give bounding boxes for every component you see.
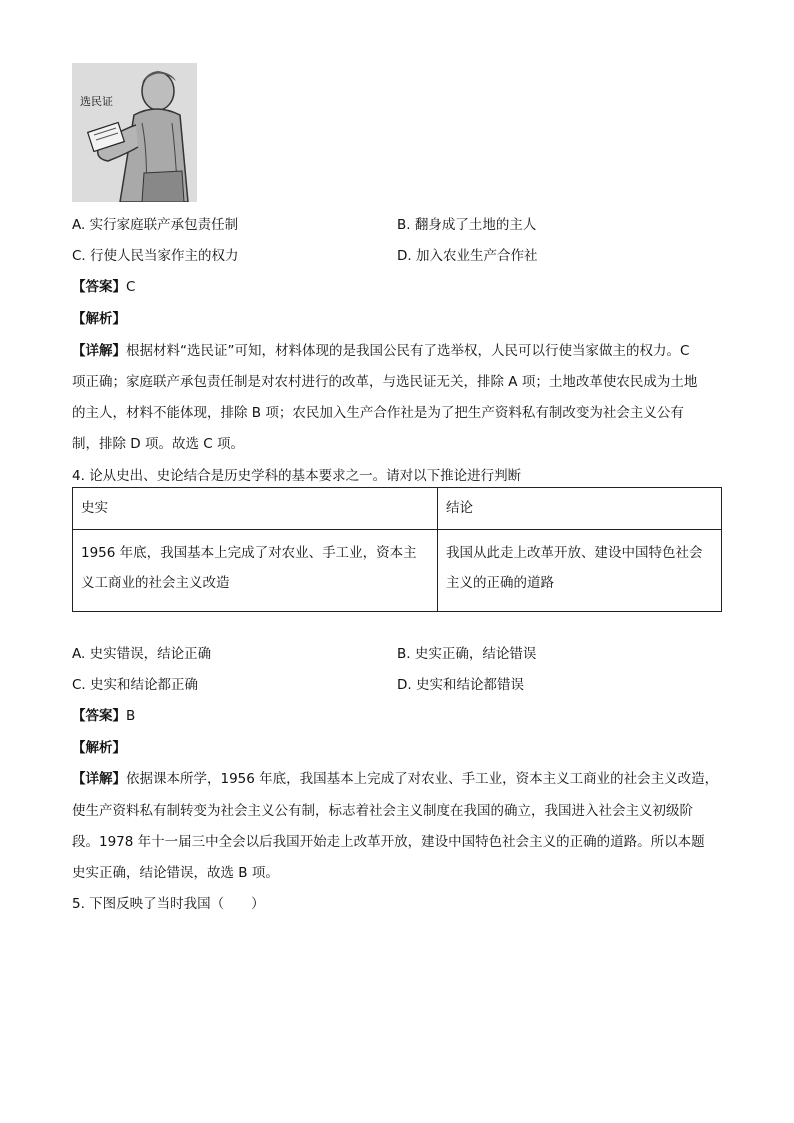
cell-conclusion: 我国从此走上改革开放、建设中国特色社会主义的正确的道路: [438, 530, 722, 612]
answer-label: 【答案】: [72, 708, 126, 724]
q3-option-d: D. 加入农业生产合作社: [397, 248, 538, 264]
q4-option-b: B. 史实正确，结论错误: [397, 646, 537, 662]
q4-option-d: D. 史实和结论都错误: [397, 677, 524, 693]
detail-text: 依据课本所学，1956 年底，我国基本上完成了对农业、手工业，资本主义工商业的社会主义改造，: [126, 771, 719, 787]
q3-detail-line-4: 制，排除 D 项。故选 C 项。: [72, 436, 244, 452]
answer-value: B: [126, 708, 136, 724]
voter-card-illustration: [72, 63, 197, 202]
table-row: [73, 530, 722, 612]
detail-text: 根据材料“选民证”可知，材料体现的是我国公民有了选举权，人民可以行使当家做主的权力。C: [126, 343, 690, 359]
q4-detail-line-3: 段。1978 年十一届三中全会以后我国开始走上改革开放，建设中国特色社会主义的正确的道路。所以本题: [72, 834, 705, 850]
detail-label: 【详解】: [72, 343, 126, 359]
header-fact: 史实: [73, 488, 438, 530]
answer-label: 【答案】: [72, 279, 126, 295]
header-conclusion: 结论: [438, 488, 722, 530]
q5-stem: 5. 下图反映了当时我国（ ）: [72, 896, 265, 912]
q4-detail-line-2: 使生产资料私有制转变为社会主义公有制，标志着社会主义制度在我国的确立，我国进入社会主义初级阶: [72, 803, 693, 819]
q4-stem: 4. 论从史出、史论结合是历史学科的基本要求之一。请对以下推论进行判断: [72, 468, 522, 484]
q3-analysis-label: 【解析】: [72, 311, 126, 327]
q3-answer: [72, 275, 135, 295]
answer-value: C: [126, 279, 136, 295]
q3-option-a: A. 实行家庭联产承包责任制: [72, 217, 239, 233]
q3-detail-line-2: 项正确；家庭联产承包责任制是对农村进行的改革，与选民证无关，排除 A 项；土地改革使农民成为土地: [72, 374, 698, 390]
q3-option-b: B. 翻身成了土地的主人: [397, 217, 537, 233]
figure-caption: 选民证: [80, 95, 113, 108]
q3-detail-line-1: [72, 339, 689, 359]
q4-detail-line-4: 史实正确，结论错误，故选 B 项。: [72, 865, 279, 881]
q4-analysis-label: 【解析】: [72, 740, 126, 756]
q4-option-c: C. 史实和结论都正确: [72, 677, 199, 693]
q4-answer: [72, 704, 135, 724]
detail-label: 【详解】: [72, 771, 126, 787]
q4-detail-line-1: [72, 767, 718, 787]
q4-option-a: A. 史实错误，结论正确: [72, 646, 212, 662]
cell-fact: 1956 年底，我国基本上完成了对农业、手工业，资本主义工商业的社会主义改造: [73, 530, 438, 612]
q4-fact-table: [72, 487, 722, 612]
q3-option-c: C. 行使人民当家作主的权力: [72, 248, 239, 264]
q3-detail-line-3: 的主人，材料不能体现，排除 B 项；农民加入生产合作社是为了把生产资料私有制改变为社会主义公有: [72, 405, 684, 421]
table-header-row: [73, 488, 722, 530]
elderly-woman-icon: [72, 63, 197, 202]
